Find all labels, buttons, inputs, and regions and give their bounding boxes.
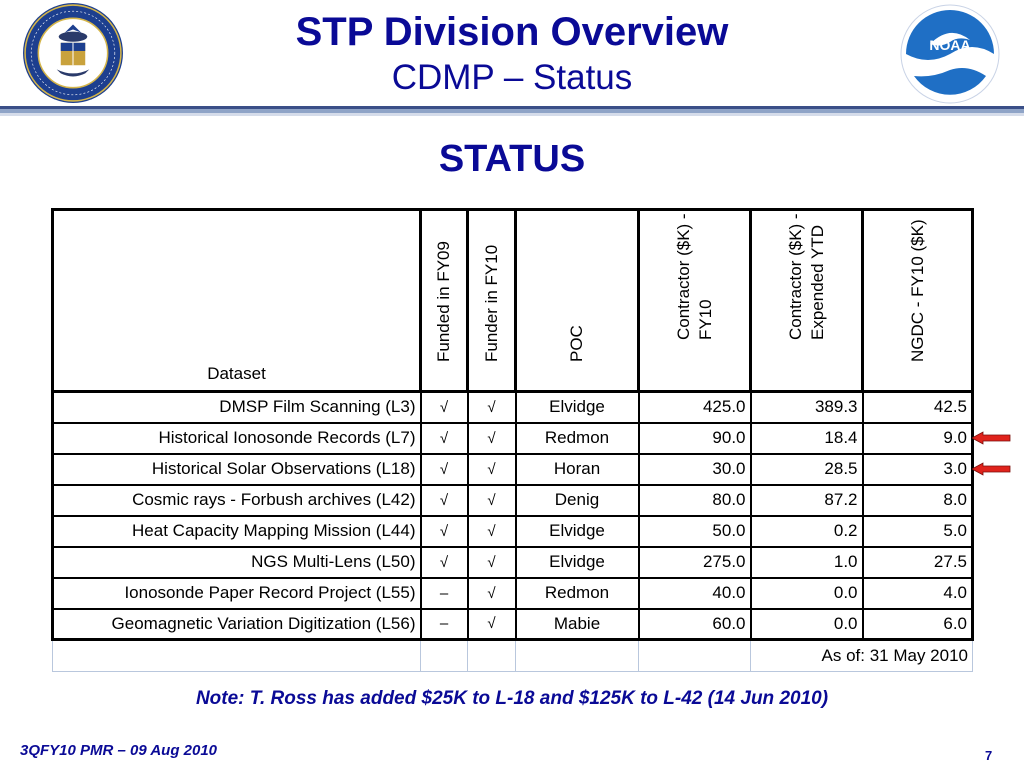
header-dataset: Dataset xyxy=(53,210,421,392)
contractor-fy10-cell: 80.0 xyxy=(639,485,751,516)
table-row xyxy=(53,454,973,485)
table-row xyxy=(53,578,973,609)
ngdc-fy10-cell: 9.0 xyxy=(863,423,973,454)
header-contractor-ytd-label: Contractor ($K) - Expended YTD xyxy=(785,213,827,340)
poc-cell: Redmon xyxy=(516,423,639,454)
funded-fy09-cell: √ xyxy=(421,516,468,547)
funder-fy10-cell: √ xyxy=(468,454,516,485)
red-arrow-icon xyxy=(972,431,1012,445)
expended-ytd-cell: 0.0 xyxy=(751,578,863,609)
funder-fy10-cell: √ xyxy=(468,609,516,640)
funded-fy09-cell: √ xyxy=(421,485,468,516)
funded-fy09-cell: – xyxy=(421,578,468,609)
as-of-date: As of: 31 May 2010 xyxy=(751,640,973,672)
funder-fy10-cell: √ xyxy=(468,392,516,423)
ngdc-fy10-cell: 4.0 xyxy=(863,578,973,609)
table-header-row xyxy=(53,210,973,392)
poc-cell: Elvidge xyxy=(516,516,639,547)
section-heading: STATUS xyxy=(438,138,586,180)
ngdc-fy10-cell: 8.0 xyxy=(863,485,973,516)
page-title: STP Division Overview xyxy=(295,10,729,54)
ngdc-fy10-cell: 3.0 xyxy=(863,454,973,485)
poc-cell: Redmon xyxy=(516,578,639,609)
page-subtitle: CDMP – Status xyxy=(391,58,633,97)
header-ngdc-fy10-label: NGDC - FY10 ($K) xyxy=(907,219,927,362)
funder-fy10-cell: √ xyxy=(468,578,516,609)
ngdc-fy10-cell: 6.0 xyxy=(863,609,973,640)
contractor-fy10-cell: 40.0 xyxy=(639,578,751,609)
ngdc-fy10-cell: 27.5 xyxy=(863,547,973,578)
funded-fy09-cell: √ xyxy=(421,423,468,454)
expended-ytd-cell: 28.5 xyxy=(751,454,863,485)
table-row xyxy=(53,609,973,640)
expended-ytd-cell: 0.2 xyxy=(751,516,863,547)
contractor-fy10-cell: 275.0 xyxy=(639,547,751,578)
funder-fy10-cell: √ xyxy=(468,423,516,454)
table-row xyxy=(53,485,973,516)
contractor-fy10-cell: 90.0 xyxy=(639,423,751,454)
header-contractor-ytd xyxy=(751,210,863,392)
header-contractor-fy10-label: Contractor ($K) - FY10 xyxy=(673,213,715,340)
dataset-cell: DMSP Film Scanning (L3) xyxy=(53,392,421,423)
expended-ytd-cell: 389.3 xyxy=(751,392,863,423)
dataset-cell: Geomagnetic Variation Digitization (L56) xyxy=(53,609,421,640)
contractor-fy10-cell: 60.0 xyxy=(639,609,751,640)
header-funder-fy10 xyxy=(468,210,516,392)
header-divider xyxy=(0,106,1024,116)
dataset-cell: Historical Solar Observations (L18) xyxy=(53,454,421,485)
expended-ytd-cell: 1.0 xyxy=(751,547,863,578)
poc-cell: Mabie xyxy=(516,609,639,640)
expended-ytd-cell: 0.0 xyxy=(751,609,863,640)
table-row xyxy=(53,392,973,423)
note-text: Note: T. Ross has added $25K to L-18 and $125K to L-42 (14 Jun 2010) xyxy=(195,688,829,709)
funded-fy09-cell: √ xyxy=(421,454,468,485)
footer-text: 3QFY10 PMR – 09 Aug 2010 xyxy=(20,742,218,759)
header-funded-fy09 xyxy=(421,210,468,392)
poc-cell: Elvidge xyxy=(516,547,639,578)
funded-fy09-cell: √ xyxy=(421,547,468,578)
poc-cell: Horan xyxy=(516,454,639,485)
table-row xyxy=(53,516,973,547)
table-row xyxy=(53,547,973,578)
funded-fy09-cell: √ xyxy=(421,392,468,423)
dataset-cell: Heat Capacity Mapping Mission (L44) xyxy=(53,516,421,547)
header-contractor-fy10 xyxy=(639,210,751,392)
header-ngdc-fy10 xyxy=(863,210,973,392)
page-number: 7 xyxy=(985,748,993,763)
contractor-fy10-cell: 425.0 xyxy=(639,392,751,423)
contractor-fy10-cell: 30.0 xyxy=(639,454,751,485)
ngdc-fy10-cell: 5.0 xyxy=(863,516,973,547)
ngdc-fy10-cell: 42.5 xyxy=(863,392,973,423)
funder-fy10-cell: √ xyxy=(468,516,516,547)
as-of-row xyxy=(53,640,973,672)
dataset-cell: Cosmic rays - Forbush archives (L42) xyxy=(53,485,421,516)
poc-cell: Denig xyxy=(516,485,639,516)
header-funder-fy10-label: Funder in FY10 xyxy=(481,244,501,362)
funder-fy10-cell: √ xyxy=(468,485,516,516)
header-funded-fy09-label: Funded in FY09 xyxy=(434,241,453,362)
table-row xyxy=(53,423,973,454)
header-poc-label: POC xyxy=(567,325,586,362)
header-poc xyxy=(516,210,639,392)
poc-cell: Elvidge xyxy=(516,392,639,423)
funded-fy09-cell: – xyxy=(421,609,468,640)
red-arrow-icon xyxy=(972,462,1012,476)
status-table xyxy=(51,208,974,672)
expended-ytd-cell: 18.4 xyxy=(751,423,863,454)
funder-fy10-cell: √ xyxy=(468,547,516,578)
contractor-fy10-cell: 50.0 xyxy=(639,516,751,547)
dataset-cell: NGS Multi-Lens (L50) xyxy=(53,547,421,578)
noaa-logo-text: NOAA xyxy=(929,37,971,53)
expended-ytd-cell: 87.2 xyxy=(751,485,863,516)
dataset-cell: Historical Ionosonde Records (L7) xyxy=(53,423,421,454)
dataset-cell: Ionosonde Paper Record Project (L55) xyxy=(53,578,421,609)
